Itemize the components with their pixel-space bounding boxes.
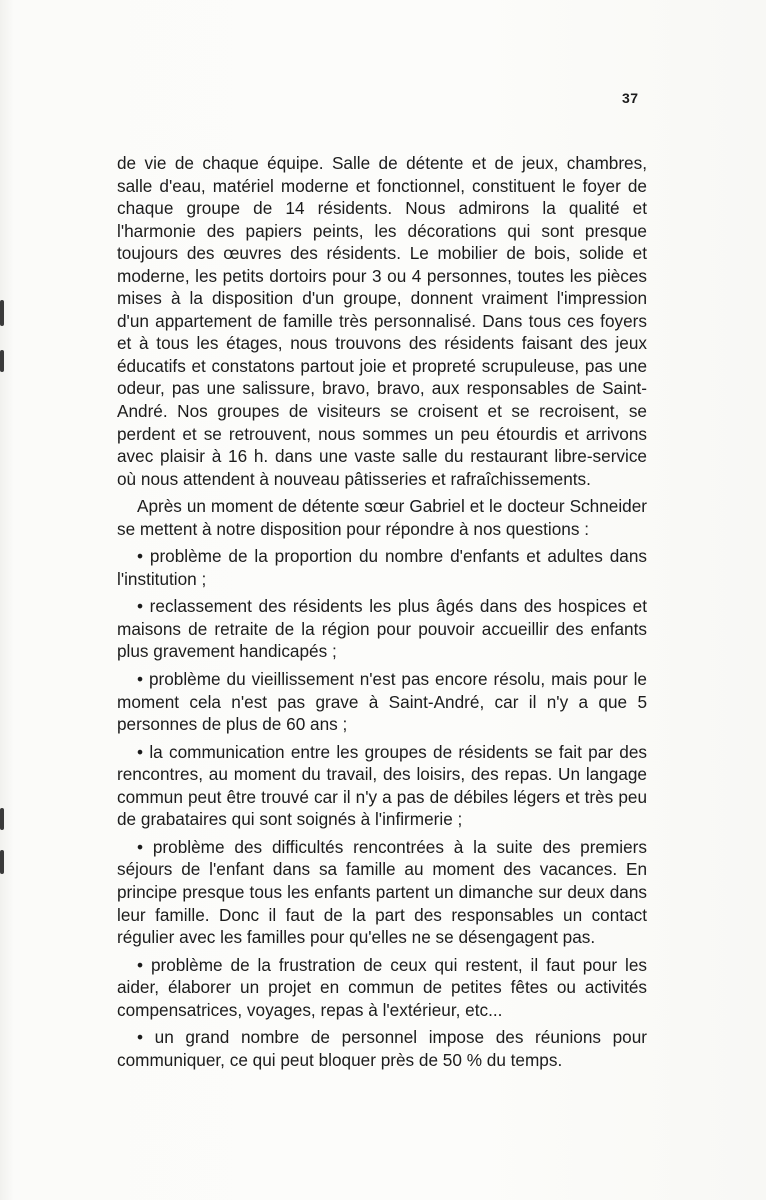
list-item: • problème des difficultés rencontrées à la suite des premiers séjours de l'enfant dans sa famille au moment des vacances. En principe presque tous les enfants partent un dimanche sur deux dans leur famille. Donc il faut de la part des responsables un contact régulier avec les familles pour qu'elles ne se désengagent pas.	[117, 836, 647, 948]
page-number: 37	[622, 90, 639, 106]
list-item: • reclassement des résidents les plus âgés dans des hospices et maisons de retraite de la région pour pouvoir accueillir des enfants plus gravement handicapés ;	[117, 596, 647, 662]
body-text	[117, 152, 647, 1071]
list-item: • problème du vieillissement n'est pas encore résolu, mais pour le moment cela n'est pas grave à Saint-André, car il n'y a que 5 personnes de plus de 60 ans ;	[117, 669, 647, 735]
binding-mark-1	[0, 300, 4, 326]
paragraph-intro: de vie de chaque équipe. Salle de détente et de jeux, chambres, salle d'eau, matériel moderne et fonctionnel, constituent le foyer de chaque groupe de 14 résidents. Nous admirons la qualité et l'harmonie des papiers peints, les décorations qui sont presque toujours des œuvres des résidents. Le mobilier de bois, solide et moderne, les petits dortoirs pour 3 ou 4 personnes, toutes les pièces mises à la disposition d'un groupe, donnent vraiment l'impression d'un appartement de famille très personnalisé. Dans tous ces foyers et à tous les étages, nous trouvons des résidents faisant des jeux éducatifs et constatons partout joie et propreté scrupuleuse, pas une odeur, pas une salissure, bravo, bravo, aux responsables de Saint-André. Nos groupes de visiteurs se croisent et se recroisent, se perdent et se retrouvent, nous sommes un peu étourdis et arrivons avec plaisir à 16 h. dans une vaste salle du restaurant libre-service où nous attendent à nouveau pâtisseries et rafraîchissements.	[117, 153, 647, 489]
paragraph-questions: Après un moment de détente sœur Gabriel et le docteur Schneider se mettent à notre disposition pour répondre à nos questions :	[117, 496, 647, 539]
binding-mark-3	[0, 808, 4, 830]
list-item: • la communication entre les groupes de résidents se fait par des rencontres, au moment du travail, des loisirs, des repas. Un langage commun peut être trouvé car il n'y a pas de débiles légers et très peu de grabataires qui sont soignés à l'infirmerie ;	[117, 741, 647, 830]
list-item: • un grand nombre de personnel impose des réunions pour communiquer, ce qui peut bloquer près de 50 % du temps.	[117, 1027, 647, 1070]
list-item: • problème de la proportion du nombre d'enfants et adultes dans l'institution ;	[117, 546, 647, 589]
binding-mark-2	[0, 350, 4, 372]
binding-mark-4	[0, 850, 4, 874]
list-item: • problème de la frustration de ceux qui restent, il faut pour les aider, élaborer un projet en commun de petites fêtes ou activités compensatrices, voyages, repas à l'extérieur, etc...	[117, 954, 647, 1020]
